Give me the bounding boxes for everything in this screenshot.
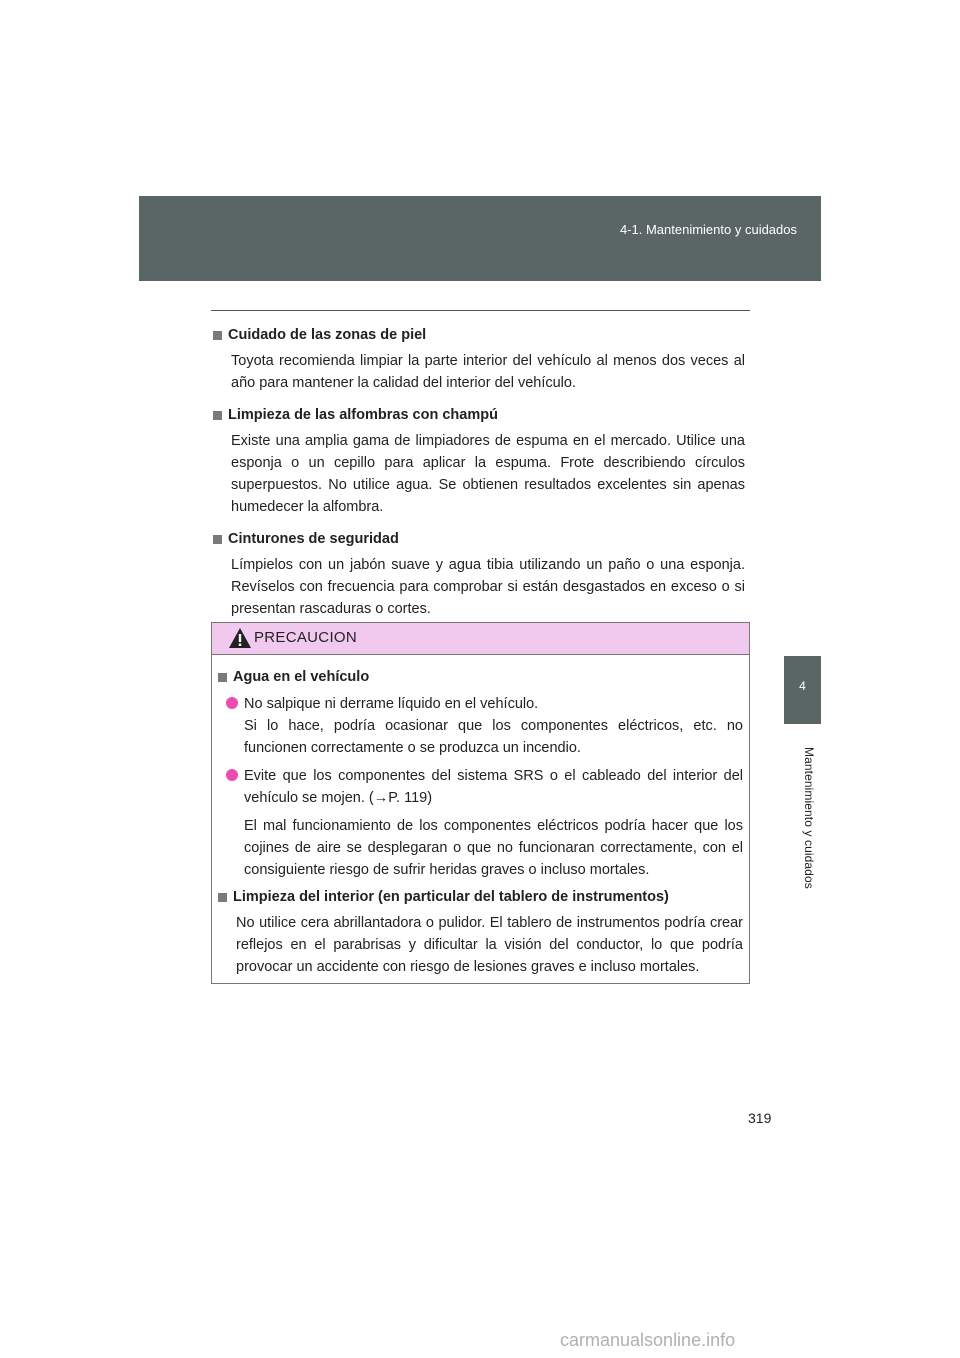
section-carpet-shampoo	[213, 405, 745, 518]
section-leather-care	[213, 325, 745, 394]
section-title: Cinturones de seguridad	[228, 531, 399, 547]
section-text: Límpielos con un jabón suave y agua tibia utilizando un paño o una esponja. Revíselos con frecuencia para comprobar si están desgastados en exceso o si presentan rascaduras o cortes.	[231, 557, 745, 617]
circle-bullet-icon	[226, 697, 238, 709]
caution-title: PRECAUCION	[254, 629, 358, 646]
caution-header	[212, 623, 749, 655]
header-band	[139, 196, 821, 281]
caution-interior-title: Limpieza del interior (en particular del tablero de instrumentos)	[233, 889, 669, 905]
page-number: 319	[748, 1110, 772, 1126]
top-divider	[211, 310, 750, 311]
circle-bullet-icon	[226, 769, 238, 781]
chapter-tab: 4	[784, 656, 821, 724]
section-text: Existe una amplia gama de limpiadores de espuma en el mercado. Utilice una esponja o un cepillo para aplicar la espuma. Frote describiendo círculos superpuestos. No utilice agua. Se obtienen resultados excelentes sin apenas humedecer la alfombra.	[231, 433, 745, 515]
list-item	[226, 765, 743, 881]
square-bullet-icon	[213, 535, 222, 544]
section-seat-belts	[213, 529, 745, 620]
caution-box	[211, 622, 750, 984]
chapter-tab-label: Mantenimiento y cuidados	[802, 747, 816, 889]
square-bullet-icon	[218, 673, 227, 682]
square-bullet-icon	[218, 893, 227, 902]
bullet-text: Si lo hace, podría ocasionar que los componentes eléctricos, etc. no funcionen correctamente o se produzca un incendio.	[244, 718, 743, 756]
watermark-text: carmanualsonline.info	[560, 1330, 736, 1350]
section-text: Toyota recomienda limpiar la parte interior del vehículo al menos dos veces al año para mantener la calidad del interior del vehículo.	[231, 353, 745, 391]
bullet-text: El mal funcionamiento de los componentes eléctricos podría hacer que los cojines de aire se desplegaran o que no funcionaran correctamente, con el consiguiente riesgo de sufrir heridas graves o incluso mortales.	[244, 818, 743, 878]
caution-body	[212, 655, 749, 978]
section-header-title: 4-1. Mantenimiento y cuidados	[619, 222, 797, 237]
main-content	[213, 325, 745, 631]
section-title: Limpieza de las alfombras con champú	[228, 407, 498, 423]
list-item	[226, 693, 743, 759]
square-bullet-icon	[213, 411, 222, 420]
warning-triangle-icon	[228, 627, 252, 649]
bullet-text: No salpique ni derrame líquido en el vehículo.	[244, 696, 539, 712]
section-title: Cuidado de las zonas de piel	[228, 327, 427, 343]
square-bullet-icon	[213, 331, 222, 340]
caution-water-title: Agua en el vehículo	[233, 669, 370, 685]
bullet-text: Evite que los componentes del sistema SRS o el cableado del interior del vehículo se mojen. (→P. 119)	[244, 768, 743, 806]
caution-interior-text: No utilice cera abrillantadora o pulidor. El tablero de instrumentos podría crear reflejos en el parabrisas y dificultar la visión del conductor, lo que podría provocar un accidente con riesgo de lesiones graves e incluso mortales.	[236, 915, 743, 975]
